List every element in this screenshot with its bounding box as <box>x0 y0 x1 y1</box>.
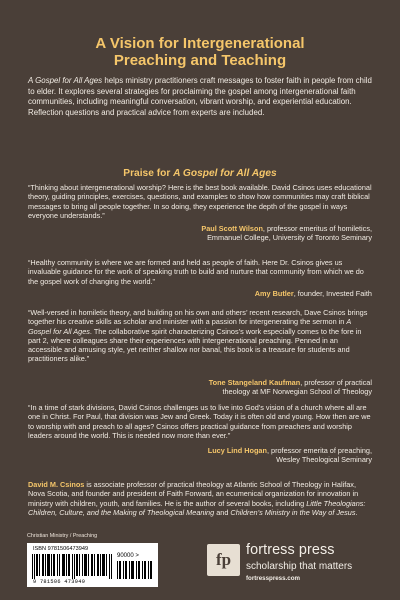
description-text: helps ministry practitioners craft messages to foster faith in people from child to elder. It explores several strategies for proclaiming the gospel among intergenerational faith communities, including meaningful conversation, vibrant worship, and experiential education. Reflection questions and practical advice from experts are included. <box>28 76 372 117</box>
logo-letters: fp <box>215 550 232 569</box>
praise-quote-2: “Healthy community is where we are formed and held as people of faith. Here Dr. Csinos gives us invaluable guidance for the work of speaking truth to build and nurture that community from which we do the gospel work of changing the world.” <box>28 258 364 286</box>
author-name: David M. Csinos <box>28 480 85 489</box>
reviewer-name: Tone Stangeland Kaufman <box>208 378 301 387</box>
author-bio <box>28 480 372 517</box>
quote-text-part2: . The collaborative spirit characterizing Csinos’s work especially comes to the fore in part 2, where colleagues share their experiences with intergenerational preaching. Penned in an accessible and amusing style, yet neither shallow nor banal, this book is a treasure for students and practitioners alike.” <box>28 326 362 364</box>
praise-attribution-2 <box>72 289 372 298</box>
reviewer-name: Amy Butler <box>254 289 294 298</box>
bio-book-title-2: Children’s Ministry in the Way of Jesus <box>230 507 356 517</box>
barcode-number: 9 781506 473949 <box>33 579 86 585</box>
bio-text: is associate professor of practical theology at Atlantic School of Theology in Halifax, Nova Scotia, and founder and president of Faith Forward, an ecumenical organization for innovation in ministry with children, youth, and families. He is the author of several books, including <box>28 480 359 508</box>
reviewer-affiliation: , professor emeritus of homiletics, <box>262 224 372 233</box>
reviewer-affiliation: , professor emerita of preaching, <box>266 446 372 455</box>
cover-title <box>20 35 380 69</box>
bio-text-conjunction: and <box>214 507 231 517</box>
praise-quote-3 <box>28 308 372 364</box>
price-barcode-icon <box>117 561 153 579</box>
reviewer-name: Paul Scott Wilson <box>201 224 263 233</box>
price-code: 90000 > <box>117 553 139 559</box>
reviewer-affiliation-line2: Wesley Theological Seminary <box>276 455 372 465</box>
praise-heading-prefix: Praise for <box>123 168 174 179</box>
barcode-bars-icon <box>32 554 116 579</box>
praise-attribution-3 <box>72 378 372 397</box>
title-line-1: A Vision for Intergenerational <box>95 35 305 52</box>
book-category: Christian Ministry / Preaching <box>27 533 98 539</box>
publisher-tagline: scholarship that matters <box>246 561 353 572</box>
bio-book-title-1: Little Theologians: Children, Culture, and the Making of Theological Meaning <box>28 498 366 517</box>
praise-attribution-4 <box>72 446 372 465</box>
reviewer-name: Lucy Lind Hogan <box>207 446 267 455</box>
reviewer-affiliation-line2: theology at MF Norwegian School of Theology <box>222 387 372 397</box>
quote-book-title: A Gospel for All Ages <box>28 317 351 336</box>
reviewer-affiliation: , founder, Invested Faith <box>293 289 372 298</box>
bio-text-end: . <box>355 507 358 517</box>
praise-heading-title: A Gospel for All Ages <box>173 168 277 179</box>
praise-heading <box>20 168 380 179</box>
reviewer-affiliation-line2: Emmanuel College, University of Toronto Seminary <box>207 233 372 243</box>
publisher-name: fortress press <box>246 542 335 558</box>
fortress-press-logo-icon <box>207 544 240 576</box>
quote-text-part1: “Well-versed in homiletic theory, and building on his own and others’ recent research, Dave Csinos brings together his creative skills as scholar and minister with a passion for intergenerating the sermon in <box>28 308 368 327</box>
title-line-2: Preaching and Teaching <box>113 52 287 69</box>
praise-attribution-1 <box>72 224 372 243</box>
book-description <box>28 76 372 118</box>
isbn-barcode <box>27 543 158 587</box>
praise-quote-4: “In a time of stark divisions, David Csinos challenges us to live into God’s vision of a church where all are one in Christ. For Paul, that division was Jew and Greek. Today it is often old and young. How then are we to worship with and preach to all ages? Csinos offers practical guidance from preachers and worship leaders around the world. This is needed now more than ever.” <box>28 403 371 440</box>
reviewer-affiliation: , professor of practical <box>300 378 372 387</box>
book-title-inline: A Gospel for All Ages <box>28 76 103 85</box>
praise-quote-1: “Thinking about intergenerational worship? Here is the best book available. David Csinos uses educational theory, guiding principles, exercises, questions, and examples to show how communities may craft biblical messages to bring all people together. In so doing, they experience the depth of the gospel in ways everyone understands.” <box>28 183 372 220</box>
isbn-label: ISBN 9781506473949 <box>33 546 89 552</box>
publisher-url: fortresspress.com <box>246 575 300 582</box>
